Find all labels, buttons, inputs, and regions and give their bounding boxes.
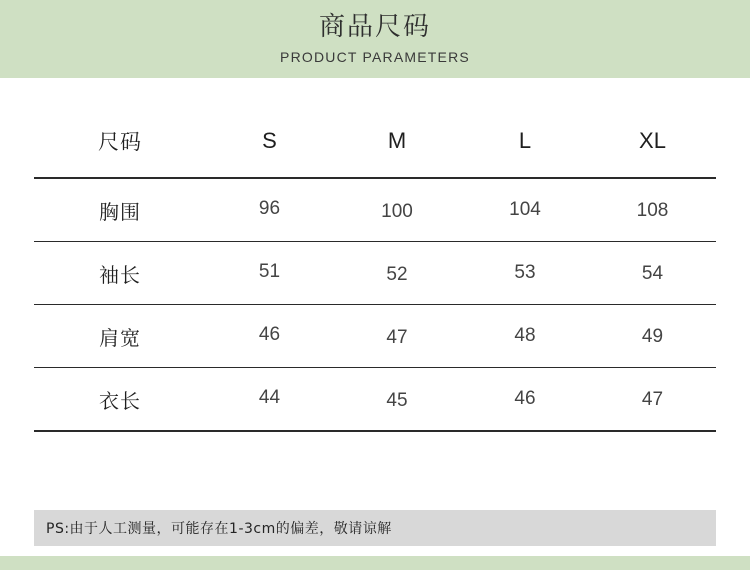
table-bottom-spacer (34, 431, 716, 478)
table-row (34, 242, 716, 305)
table-header-size-s (206, 105, 333, 178)
table-header-size-m (333, 105, 461, 178)
shoulder-value-m: 47 (386, 327, 408, 348)
table-header-row (34, 105, 716, 178)
sleeve-value-l: 53 (514, 262, 536, 283)
page-title: 商品尺码 (318, 12, 431, 43)
length-value-m: 45 (386, 390, 408, 411)
bottom-accent-band (0, 556, 750, 570)
size-label-s: S (262, 128, 277, 153)
table-header-size-l (461, 105, 589, 178)
row-value-cell (333, 305, 461, 368)
measurement-note-bar (34, 510, 716, 546)
measure-label-length: 衣长 (99, 388, 141, 413)
size-table-container (34, 105, 716, 495)
page-subtitle: PRODUCT PARAMETERS (280, 48, 470, 65)
row-label-cell (34, 178, 206, 242)
row-label-cell (34, 305, 206, 368)
size-label-xl: XL (639, 128, 666, 153)
row-value-cell (461, 242, 589, 305)
row-value-cell (589, 178, 716, 242)
header-band (0, 0, 750, 78)
row-label-cell (34, 242, 206, 305)
row-value-cell (589, 305, 716, 368)
row-label-cell (34, 368, 206, 432)
size-label-m: M (387, 128, 407, 153)
row-value-cell (461, 305, 589, 368)
row-value-cell (589, 242, 716, 305)
measure-label-chest: 胸围 (99, 199, 141, 224)
size-corner-label: 尺码 (98, 130, 142, 154)
row-value-cell (589, 368, 716, 432)
measure-label-shoulder: 肩宽 (99, 325, 141, 350)
table-header-size-xl (589, 105, 716, 178)
size-label-l: L (518, 128, 532, 153)
length-value-l: 46 (514, 388, 536, 409)
sleeve-value-m: 52 (386, 264, 408, 285)
row-value-cell (206, 178, 333, 242)
table-corner-cell (34, 105, 206, 178)
measurement-note-text: PS:由于人工测量，可能存在1-3cm的偏差，敬请谅解 (46, 521, 392, 537)
row-value-cell (333, 242, 461, 305)
row-value-cell (333, 178, 461, 242)
size-table (34, 105, 716, 478)
length-value-s: 44 (258, 387, 281, 408)
row-value-cell (206, 305, 333, 368)
row-value-cell (206, 368, 333, 432)
shoulder-value-xl: 49 (641, 326, 664, 347)
sleeve-value-xl: 54 (641, 263, 664, 284)
row-value-cell (461, 178, 589, 242)
length-value-xl: 47 (641, 389, 664, 410)
row-value-cell (206, 242, 333, 305)
table-row (34, 368, 716, 432)
chest-value-xl: 108 (636, 200, 669, 221)
row-value-cell (333, 368, 461, 432)
chest-value-m: 100 (381, 201, 413, 222)
table-row (34, 178, 716, 242)
shoulder-value-l: 48 (514, 325, 536, 346)
row-value-cell (461, 368, 589, 432)
chest-value-l: 104 (509, 199, 541, 220)
shoulder-value-s: 46 (258, 324, 281, 345)
measure-label-sleeve: 袖长 (99, 262, 141, 287)
sleeve-value-s: 51 (258, 261, 281, 282)
chest-value-s: 96 (258, 198, 281, 219)
table-row (34, 305, 716, 368)
